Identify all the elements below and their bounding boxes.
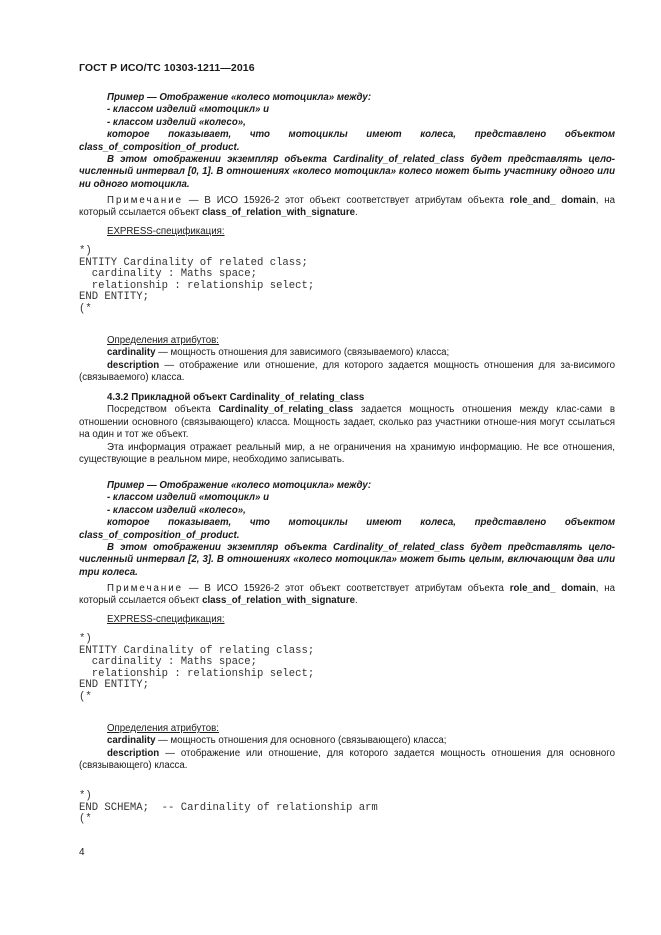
section-paragraph-1 [79,404,615,441]
attribute-text: — отображение или отношение, для которого задается мощность отношения для основного (связывающего) класса. [79,747,615,772]
note-block-1 [79,195,615,220]
express-code-2: *) ENTITY Cardinality of relating class; cardinality : Maths space; relationship : relationship select; END ENTITY; (* [79,633,315,703]
example-title: Пример — Отображение «колесо мотоцикла» между: [107,480,372,491]
express-heading-text: EXPRESS-спецификация: [107,226,225,237]
example-line: class_of_composition_of_product. [79,141,240,153]
note-label: Примечание [107,583,184,594]
attributes-heading: Определения атрибутов: [107,723,219,734]
note-text: . [355,207,358,219]
example-line: class_of_composition_of_product. [79,529,240,541]
express-heading-text: EXPRESS-спецификация: [107,614,225,625]
note-term: role_and_ domain [509,195,596,206]
example-paragraph: В этом отображении экземпляр объекта Cardinality_of_related_class будет представлять цело-численный интервал [0, 1]. В отношениях «колесо мотоцикла» колесо может быть участнику одного или ни одного мотоцикла. [79,154,615,190]
page-number: 4 [79,847,85,858]
example-line: - классом изделий «мотоцикл» и [107,104,270,116]
note-block-2 [79,583,615,608]
example-line: - классом изделий «мотоцикл» и [107,492,270,504]
example-line: - классом изделий «колесо», [107,504,246,516]
attributes-heading: Определения атрибутов: [107,335,219,346]
note-term: role_and_ domain [509,583,596,594]
express-heading-1 [79,226,615,238]
end-schema-code: *) END SCHEMA; -- Cardinality of relationship arm (* [79,790,378,826]
attribute-text: — мощность отношения для основного (связывающего) класса; [155,735,447,747]
note-text: — В ИСО 15926-2 этот объект соответствует атрибутам объекта [183,583,510,594]
example-title: Пример — Отображение «колесо мотоцикла» между: [107,92,372,103]
example-block-2 [79,480,615,579]
note-text: , на который ссылается объект [79,583,616,607]
attribute-text: — мощность отношения для зависимого (связываемого) класса; [155,347,450,359]
note-term: class_of_relation_with_signature [202,207,355,219]
paragraph-term: Cardinality_of_relating_class [218,404,354,416]
note-text: , на который ссылается объект [79,195,616,219]
attribute-name: description [107,359,160,371]
example-paragraph: В этом отображении экземпляр объекта Cardinality_of_related_class будет представлять цело-численный интервал [2, 3]. В отношениях «колесо мотоцикла» может быть целым, включающим два или три колеса. [79,542,615,578]
paragraph-text: задается мощность отношения между клас-сами в отношении основного (связывающего) класса. Мощность задает, сколько раз участники отноше-ния могут ссылаться на один и тот же объект. [79,404,615,441]
section-title: 4.3.2 Прикладной объект Cardinality_of_relating_class [107,392,365,403]
express-heading-2 [79,614,615,626]
note-text: — В ИСО 15926-2 этот объект соответствует атрибутам объекта [183,195,510,206]
note-term: class_of_relation_with_signature [202,595,355,607]
section-block [79,392,615,466]
attribute-name: cardinality [107,347,156,359]
express-code-1: *) ENTITY Cardinality of related class; cardinality : Maths space; relationship : relationship select; END ENTITY; (* [79,245,315,315]
paragraph-text: Посредством объекта [107,404,219,416]
attributes-block-2 [79,723,615,773]
example-line: которое показывает, что мотоциклы имеют колеса, представлено объектом [107,517,615,529]
note-text: . [355,595,358,607]
attributes-block-1 [79,335,615,385]
attribute-text: — отображение или отношение, для которого задается мощность отношения для за-висимого (связываемого) класса. [79,359,615,384]
example-block-1 [79,92,615,191]
section-paragraph-2: Эта информация отражает реальный мир, а не ограничения на хранимую информацию. Не все отношения, существующие в реальном мире, необходимо записывать. [79,441,615,466]
attribute-name: cardinality [107,735,156,747]
example-line: - классом изделий «колесо», [107,116,246,128]
document-header: ГОСТ Р ИСО/ТС 10303-1211—2016 [79,62,255,74]
note-label: Примечание [107,195,184,206]
attribute-name: description [107,747,160,759]
example-line: которое показывает, что мотоциклы имеют колеса, представлено объектом [107,129,615,141]
